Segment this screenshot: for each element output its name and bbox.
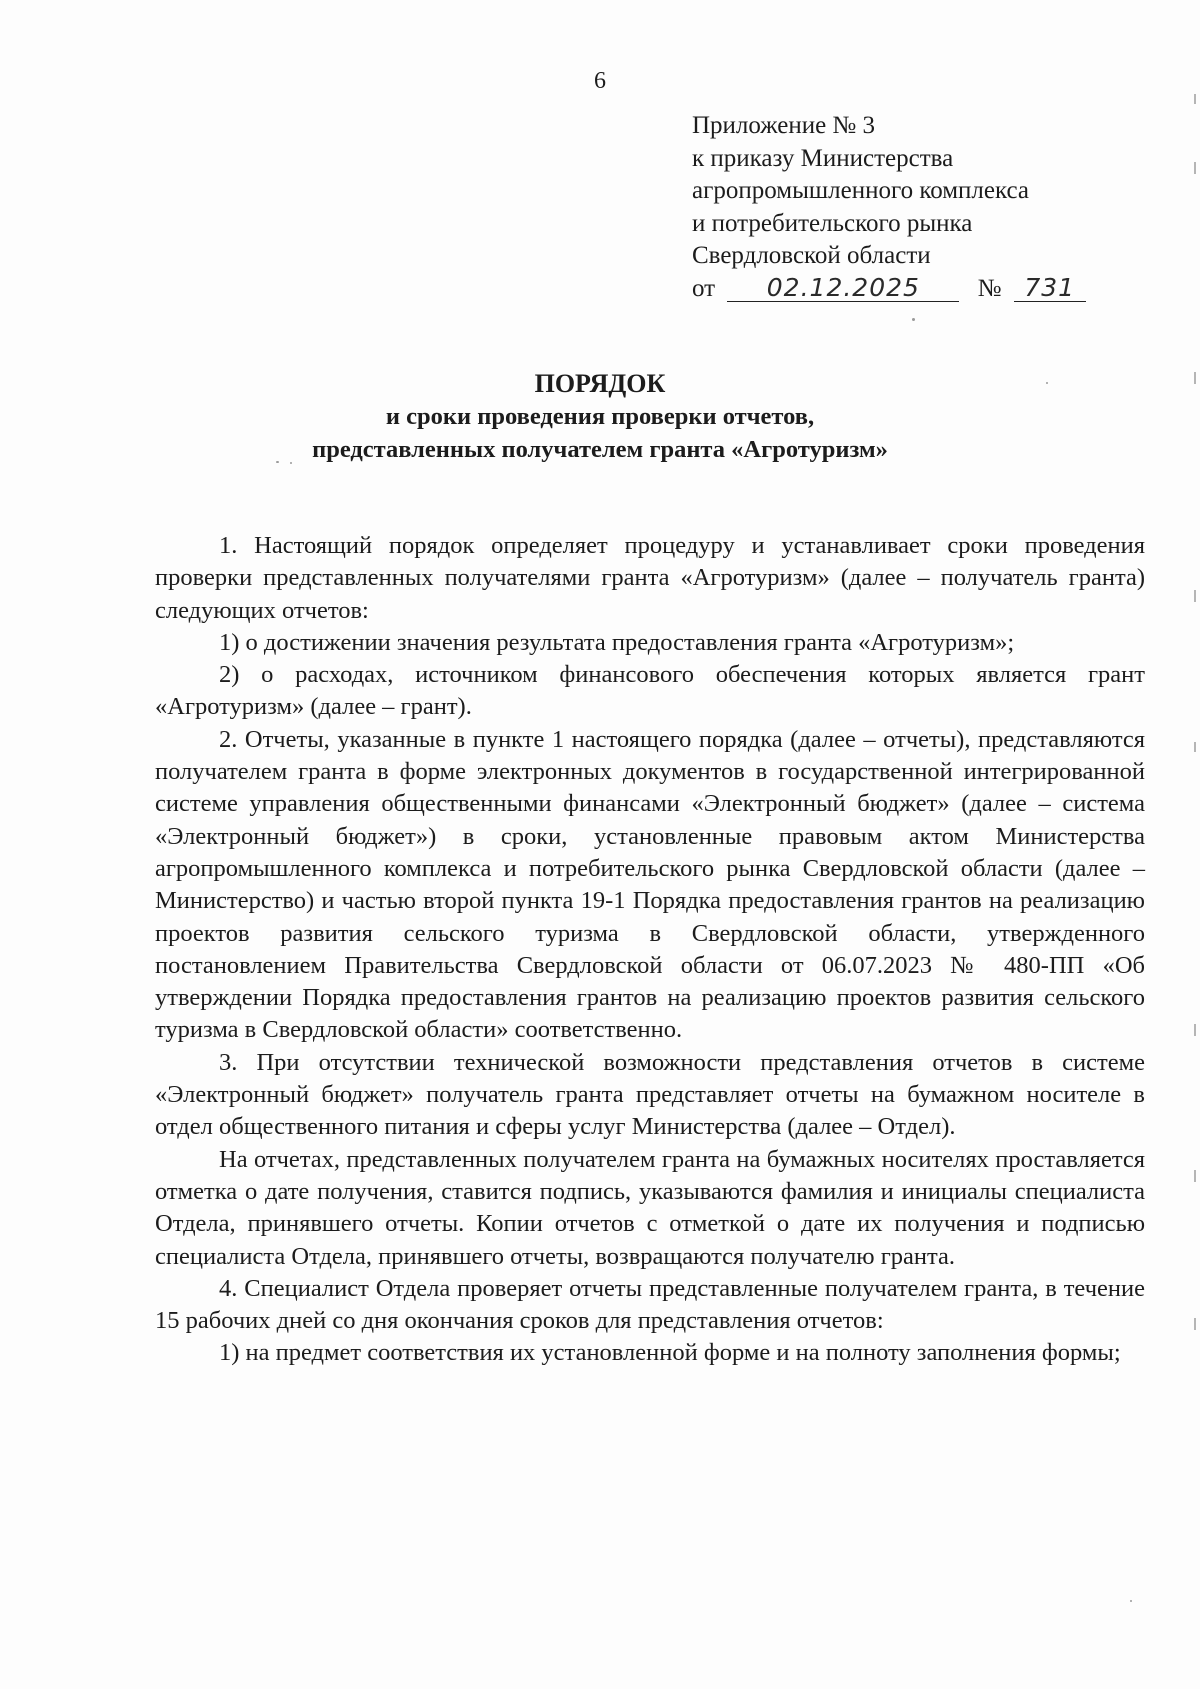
scan-edge-mark bbox=[1194, 1170, 1196, 1182]
document-title bbox=[0, 367, 1200, 466]
appendix-line: Свердловской области bbox=[692, 242, 931, 269]
scan-speck bbox=[290, 462, 292, 464]
paragraph-3-continuation: На отчетах, представленных получателем гранта на бумажных носителях проставляется отметка о дате получения, ставится подпись, указываются фамилия и инициалы специалиста Отдела, принявшего отчеты. Копии отчетов с отметкой о дате их получения и подписью специалиста Отдела, принявшего отчеты, возвращаются получателю гранта. bbox=[155, 1145, 1145, 1270]
paragraph-4: 4. Специалист Отдела проверяет отчеты представленные получателем гранта, в течение 15 рабочих дней со дня окончания сроков для представления отчетов: bbox=[155, 1274, 1145, 1335]
appendix-line: агропромышленного комплекса bbox=[692, 177, 1030, 204]
paragraph-1-item-1: 1) о достижении значения результата предоставления гранта «Агротуризм»; bbox=[219, 628, 1015, 656]
handwritten-order-number: 731 bbox=[1014, 275, 1086, 302]
page-number: 6 bbox=[594, 68, 606, 94]
scan-edge-mark bbox=[1194, 1318, 1196, 1330]
order-date-number-line bbox=[692, 273, 1112, 306]
paragraph-1-item-2: 2) о расходах, источником финансового обеспечения которых является грант «Агротуризм» (далее – грант). bbox=[155, 661, 1145, 721]
handwritten-date: 02.12.2025 bbox=[727, 275, 959, 302]
paragraph-1: 1. Настоящий порядок определяет процедуру и устанавливает сроки проведения проверки представленных получателями гранта «Агротуризм» (далее – получатель гранта) следующих отчетов: bbox=[155, 532, 1145, 624]
paragraph-2: 2. Отчеты, указанные в пункте 1 настоящего порядка (далее – отчеты), представляются получателем гранта в форме электронных документов в государственной интегрированной системе управления общественными финансами «Электронный бюджет» (далее – система «Электронный бюджет») в сроки, установленные правовым актом Министерства агропромышленного комплекса и потребительского рынка Свердловской области (далее – Министерство) и частью второй пункта 19-1 Порядка предоставления грантов на реализацию проектов развития сельского туризма в Свердловской области, утвержденного постановлением Правительства Свердловской области от 06.07.2023 № 480-ПП «Об утверждении Порядка предоставления грантов на реализацию проектов развития сельского туризма в Свердловской области» соответственно. bbox=[155, 725, 1145, 1044]
scan-edge-mark bbox=[1194, 1024, 1196, 1036]
appendix-line: Приложение № 3 bbox=[692, 112, 876, 139]
appendix-line: и потребительского рынка bbox=[692, 209, 973, 237]
scan-edge-mark bbox=[1194, 162, 1196, 174]
number-sign: № bbox=[977, 274, 1002, 302]
scan-edge-mark bbox=[1194, 742, 1196, 752]
appendix-header bbox=[692, 110, 1112, 305]
document-body bbox=[155, 530, 1145, 1370]
title-main: ПОРЯДОК bbox=[534, 369, 666, 398]
scan-edge-mark bbox=[1194, 372, 1196, 384]
scan-speck bbox=[1046, 382, 1048, 384]
scan-edge-mark bbox=[1194, 94, 1196, 104]
title-subtitle-line: представленных получателем гранта «Агротуризм» bbox=[312, 436, 888, 463]
paragraph-4-item-1: 1) на предмет соответствия их установленной форме и на полноту заполнения формы; bbox=[219, 1339, 1121, 1367]
title-subtitle-line: и сроки проведения проверки отчетов, bbox=[385, 403, 815, 430]
scan-speck bbox=[276, 461, 279, 463]
date-prefix: от bbox=[692, 274, 716, 302]
scan-speck bbox=[1130, 1600, 1132, 1602]
paragraph-3: 3. При отсутствии технической возможности представления отчетов в системе «Электронный бюджет» получатель гранта представляет отчеты на бумажном носителе в отдел общественного питания и сферы услуг Министерства (далее – Отдел). bbox=[155, 1048, 1145, 1141]
scan-speck bbox=[912, 318, 915, 321]
appendix-line: к приказу Министерства bbox=[692, 144, 954, 172]
scan-edge-mark bbox=[1194, 590, 1196, 602]
